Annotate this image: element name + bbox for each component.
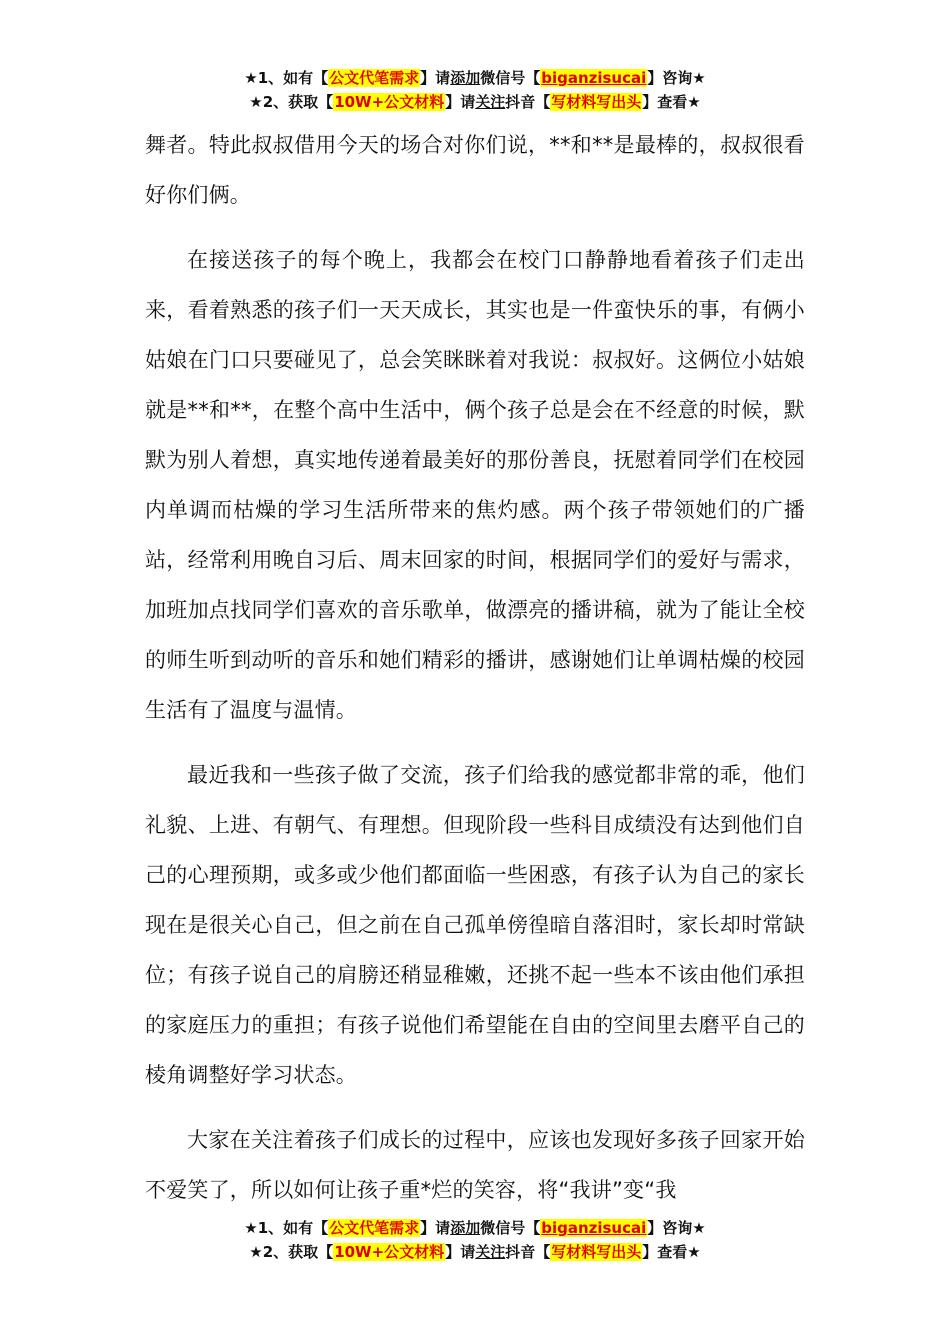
banner-text: 微信号【	[480, 69, 541, 87]
banner-text: ★2、获取【	[249, 93, 334, 111]
highlight-materials: 10W+公文材料	[334, 1243, 445, 1261]
banner-line-1	[0, 1216, 950, 1240]
wechat-id-link[interactable]: biganzisucai	[541, 1219, 647, 1237]
banner-text: 】请	[420, 69, 451, 87]
highlight-douyin: 写材料写出头	[551, 93, 642, 111]
banner-text: 添加	[450, 69, 481, 87]
paragraph: 舞者。特此叔叔借用今天的场合对你们说，**和**是最棒的，叔叔很看好你们俩。	[145, 133, 805, 207]
highlight-douyin: 写材料写出头	[551, 1243, 642, 1261]
banner-text: ★1、如有【	[244, 69, 329, 87]
banner-text: 】查看★	[642, 93, 701, 111]
banner-text: 关注	[475, 93, 506, 111]
footer-banner	[0, 1216, 950, 1264]
banner-line-2	[0, 90, 950, 114]
banner-text: 关注	[475, 1243, 506, 1261]
highlight-materials: 10W+公文材料	[334, 93, 445, 111]
banner-text: 】请	[445, 1243, 476, 1261]
highlight-service: 公文代笔需求	[329, 1219, 420, 1237]
banner-text: 添加	[450, 1219, 481, 1237]
banner-line-2	[0, 1240, 950, 1264]
highlight-service: 公文代笔需求	[329, 69, 420, 87]
header-banner	[0, 66, 950, 114]
banner-text: 微信号【	[480, 1219, 541, 1237]
banner-text: 】请	[445, 93, 476, 111]
paragraph: 最近我和一些孩子做了交流，孩子们给我的感觉都非常的乖，他们礼貌、上进、有朝气、有理想。但现阶段一些科目成绩没有达到他们自己的心理预期，或多或少他们都面临一些困惑，有孩子认为自己的家长现在是很关心自己，但之前在自己孤单傍徨暗自落泪时，家长却时常缺位；有孩子说自己的肩膀还稍显稚嫩，还挑不起一些本不该由他们承担的家庭压力的重担；有孩子说他们希望能在自由的空间里去磨平自己的棱角调整好学习状态。	[145, 763, 805, 1087]
banner-text: ★2、获取【	[249, 1243, 334, 1261]
banner-text: 】请	[420, 1219, 451, 1237]
banner-text: ★1、如有【	[244, 1219, 329, 1237]
banner-text: 】咨询★	[647, 1219, 706, 1237]
banner-text: 】查看★	[642, 1243, 701, 1261]
banner-text: 】咨询★	[647, 69, 706, 87]
document-body	[145, 120, 805, 1230]
banner-text: 抖音【	[505, 1243, 551, 1261]
paragraph: 在接送孩子的每个晚上，我都会在校门口静静地看着孩子们走出来，看着熟悉的孩子们一天天成长，其实也是一件蛮快乐的事，有俩小姑娘在门口只要碰见了，总会笑眯眯着对我说：叔叔好。这俩位小姑娘就是**和**，在整个高中生活中，俩个孩子总是会在不经意的时候，默默为别人着想，真实地传递着最美好的那份善良，抚慰着同学们在校园内单调而枯燥的学习生活所带来的焦灼感。两个孩子带领她们的广播站，经常利用晚自习后、周末回家的时间，根据同学们的爱好与需求，加班加点找同学们喜欢的音乐歌单，做漂亮的播讲稿，就为了能让全校的师生听到动听的音乐和她们精彩的播讲，感谢她们让单调枯燥的校园生活有了温度与温情。	[145, 248, 805, 722]
banner-line-1	[0, 66, 950, 90]
paragraph: 大家在关注着孩子们成长的过程中，应该也发现好多孩子回家开始不爱笑了，所以如何让孩子重*烂的笑容，将“我讲”变“我	[145, 1128, 805, 1202]
banner-text: 抖音【	[505, 93, 551, 111]
wechat-id-link[interactable]: biganzisucai	[541, 69, 647, 87]
